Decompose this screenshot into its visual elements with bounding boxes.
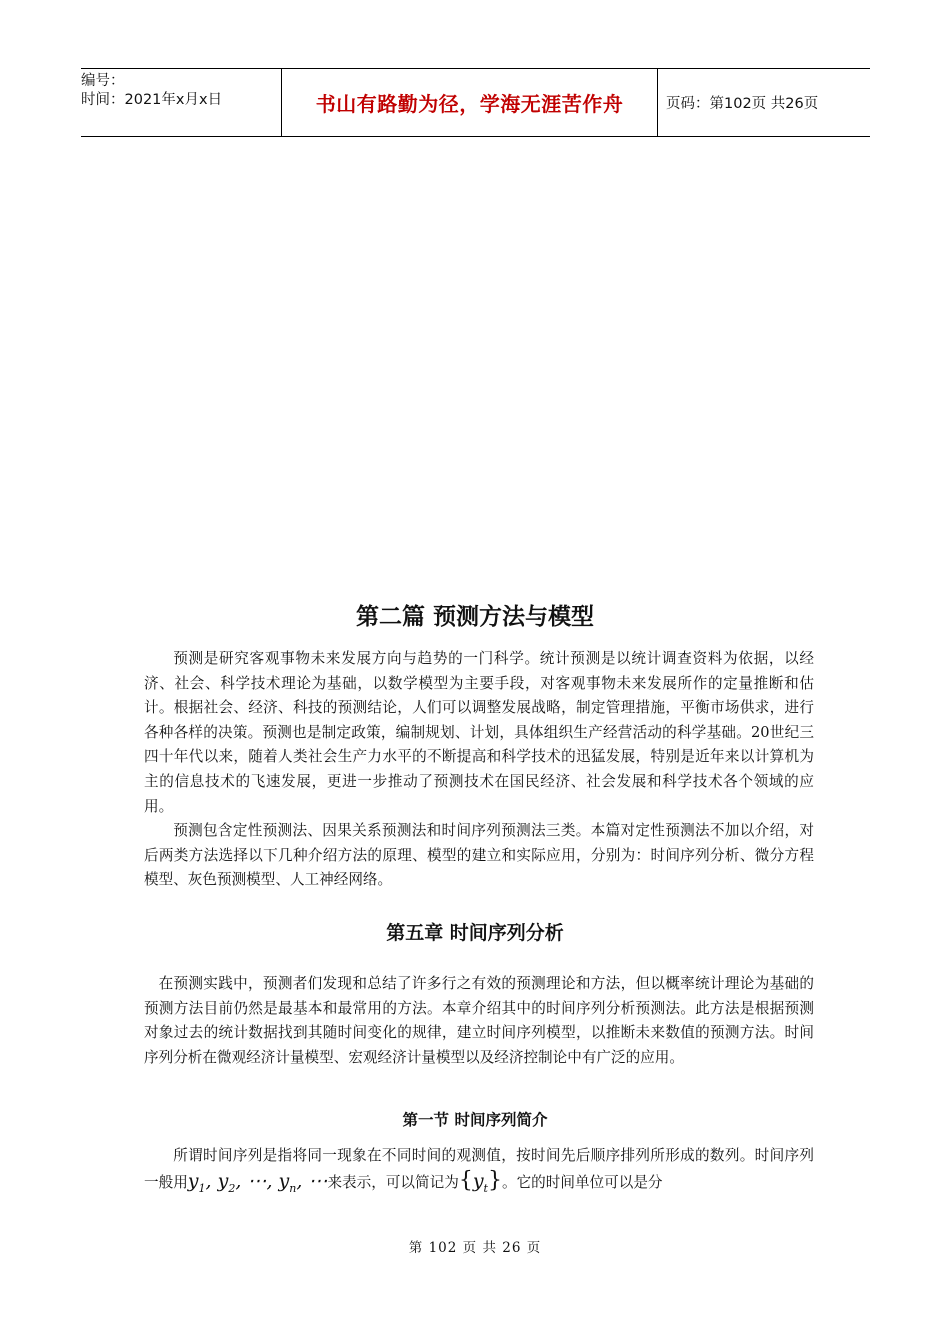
formula-sequence: $y_1$, $y_2$, ⋯, $y_n$, ⋯ <box>187 1169 328 1195</box>
document-number-label: 编号： <box>81 73 125 89</box>
part-title: 第二篇 预测方法与模型 <box>355 604 594 630</box>
chapter-title: 第五章 时间序列分析 <box>386 922 564 944</box>
page-header <box>81 68 870 137</box>
page-footer: 第 102 页 共 26 页 <box>408 1240 542 1256</box>
chapter-paragraph: 在预测实践中，预测者们发现和总结了许多行之有效的预测理论和方法，但以概率统计理论为基础的预测方法目前仍然是最基本和最常用的方法。本章介绍其中的时间序列分析预测法。此方法是根据预测对象过去的统计数据找到其随时间变化的规律，建立时间序列模型，以推断未来数值的预测方法。时间序列分析在微观经济计量模型、宏观经济计量模型以及经济控制论中有广泛的应用。 <box>144 975 814 1066</box>
section-title: 第一节 时间序列简介 <box>402 1111 548 1129</box>
document-time-label: 时间：2021年x月x日 <box>81 92 223 108</box>
section-text-after: 。它的时间单位可以是分 <box>501 1173 663 1191</box>
formula-short: $\{y_t\}$ <box>458 1167 502 1195</box>
section-paragraph <box>144 1144 814 1201</box>
header-motto: 书山有路勤为径，学海无涯苦作舟 <box>315 92 624 116</box>
intro-paragraph-1: 预测是研究客观事物未来发展方向与趋势的一门科学。统计预测是以统计调查资料为依据，以经济、社会、科学技术理论为基础，以数学模型为主要手段，对客观事物未来发展所作的定量推断和估计。根据社会、经济、科技的预测结论，人们可以调整发展战略，制定管理措施，平衡市场供求，进行各种各样的决策。预测也是制定政策，编制规划、计划，具体组织生产经营活动的科学基础。20世纪三四十年代以来，随着人类社会生产力水平的不断提高和科学技术的迅猛发展，特别是近年来以计算机为主的信息技术的飞速发展，更进一步推动了预测技术在国民经济、社会发展和科学技术各个领域的应用。 <box>144 650 814 815</box>
section-text-before: 所谓时间序列是指将同一现象在不同时间的观测值，按时间先后顺序排列所形成的数列。时间序列一般用 <box>144 1147 814 1191</box>
header-motto-cell <box>281 69 658 136</box>
header-page-cell <box>658 69 870 136</box>
header-meta <box>81 69 281 136</box>
header-page-number: 页码：第102页 共26页 <box>666 96 819 112</box>
intro-paragraph-2: 预测包含定性预测法、因果关系预测法和时间序列预测法三类。本篇对定性预测法不加以介绍，对后两类方法选择以下几种介绍方法的原理、模型的建立和实际应用，分别为：时间序列分析、微分方程模型、灰色预测模型、人工神经网络。 <box>144 822 814 889</box>
section-text-middle: 来表示，可以简记为 <box>327 1173 459 1191</box>
